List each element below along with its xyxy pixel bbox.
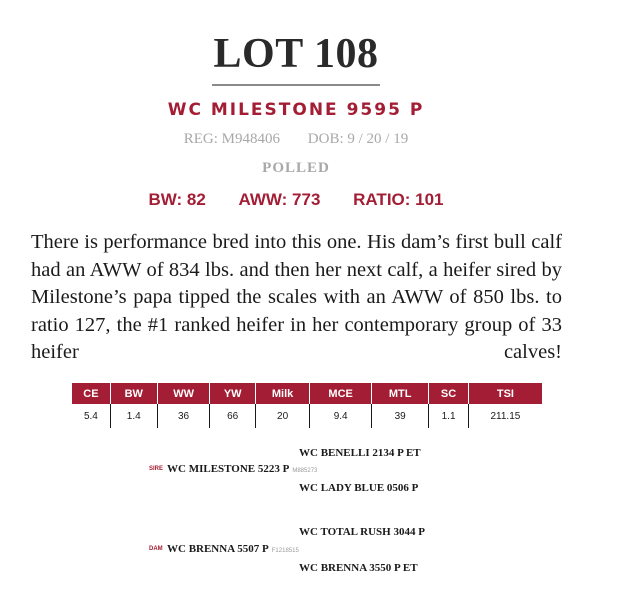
pedigree-dam-reg: F1218515 <box>271 548 299 554</box>
epd-header-tsi: TSI <box>468 383 542 404</box>
epd-header-yw: YW <box>210 383 255 404</box>
pedigree-dam-sire: WC TOTAL RUSH 3044 P <box>299 526 425 538</box>
animal-name: WC MILESTONE 9595 P <box>167 100 425 120</box>
pedigree-sire <box>167 463 317 475</box>
registration-row <box>0 131 592 148</box>
pedigree-sire-sire: WC BENELLI 2134 P ET <box>299 447 421 459</box>
epd-value-ce: 5.4 <box>83 410 98 422</box>
epd-header-mce: MCE <box>310 383 372 404</box>
pedigree-sire-reg: M885273 <box>292 468 318 474</box>
epd-value-ww: 36 <box>157 404 210 428</box>
title-underline <box>212 84 380 86</box>
adjusted-weaning-weight: AWW: 773 <box>238 190 321 209</box>
epd-value-yw: 66 <box>210 404 255 428</box>
polled-label: POLLED <box>262 160 330 176</box>
date-of-birth: DOB: 9 / 20 / 19 <box>307 131 409 147</box>
epd-value-tsi: 211.15 <box>468 404 542 428</box>
epd-value-milk: 20 <box>255 404 309 428</box>
lot-title: LOT 108 <box>213 31 379 77</box>
sire-marker: SIRE <box>149 466 164 472</box>
pedigree-dam-name: WC BRENNA 5507 P <box>167 543 269 555</box>
epd-header-bw: BW <box>110 383 157 404</box>
epd-value-mtl: 39 <box>372 404 429 428</box>
birth-weight: BW: 82 <box>148 190 206 209</box>
pedigree-dam-dam: WC BRENNA 3550 P ET <box>299 562 418 574</box>
pedigree-sire-dam: WC LADY BLUE 0506 P <box>299 482 419 494</box>
epd-value-mce: 9.4 <box>310 404 372 428</box>
epd-header-ce: CE <box>72 383 110 404</box>
epd-value-sc: 1.1 <box>429 404 469 428</box>
dam-marker: DAM <box>149 546 163 552</box>
epd-header-ww: WW <box>157 383 210 404</box>
performance-stats <box>0 190 592 210</box>
epd-value-bw: 1.4 <box>110 404 157 428</box>
epd-header-row <box>72 383 542 404</box>
epd-table <box>72 383 542 428</box>
epd-header-milk: Milk <box>255 383 309 404</box>
description-paragraph: There is performance bred into this one. His dam’s first bull calf had an AWW of 834 lbs. and then her next calf, a heifer sired by Milestone’s papa tipped the scales with an AWW of 850 lbs. to ratio 127, the #1 ranked heifer in her contemporary group of 33 heifer calves! <box>31 231 562 363</box>
epd-value-row <box>72 404 542 428</box>
epd-header-sc: SC <box>429 383 469 404</box>
pedigree-sire-name: WC MILESTONE 5223 P <box>167 463 290 475</box>
epd-header-mtl: MTL <box>372 383 429 404</box>
registration-number: REG: M948406 <box>183 131 281 147</box>
pedigree-dam <box>167 543 299 555</box>
ratio: RATIO: 101 <box>353 190 444 209</box>
